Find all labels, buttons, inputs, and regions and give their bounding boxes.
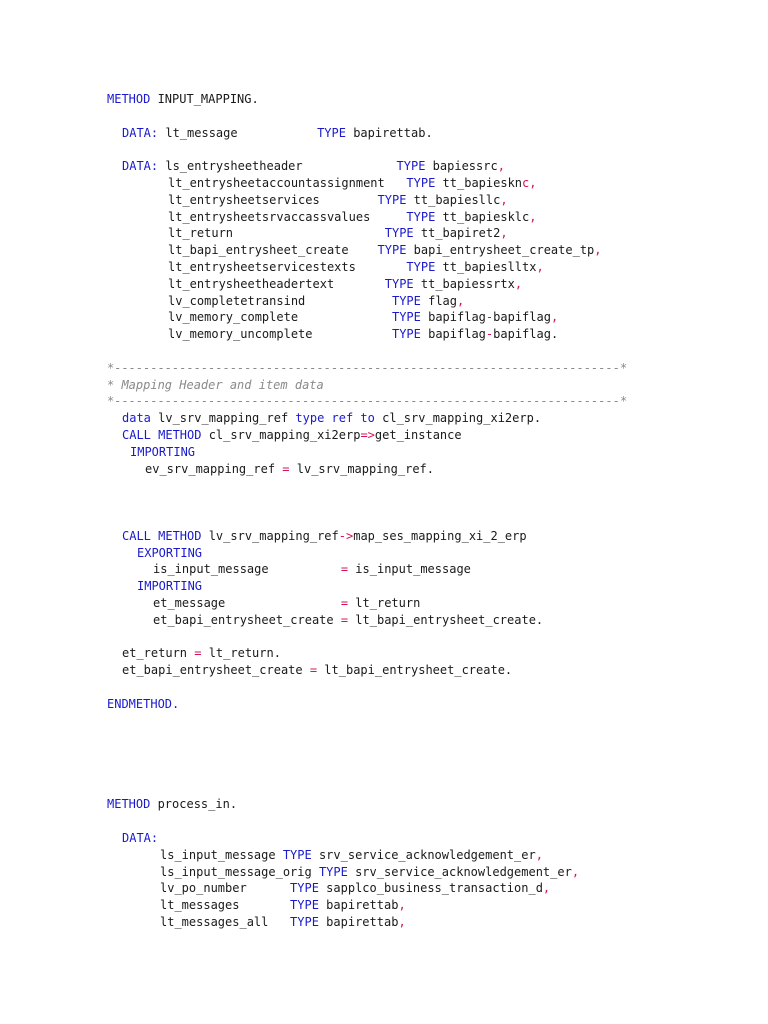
code-line bbox=[0, 696, 768, 713]
code-line bbox=[0, 796, 768, 813]
code-text: ls_input_message_orig bbox=[160, 864, 319, 879]
code-operator: , bbox=[398, 915, 406, 930]
code-text: process_in. bbox=[150, 797, 238, 812]
code-line bbox=[0, 830, 768, 847]
code-keyword: CALL METHOD bbox=[122, 427, 202, 442]
code-operator: = bbox=[309, 663, 318, 678]
code-operator: -> bbox=[338, 528, 354, 543]
code-text: lt_entrysheetaccountassignment bbox=[168, 175, 407, 190]
code-line bbox=[0, 914, 768, 931]
code-text: flag bbox=[420, 293, 457, 308]
code-line bbox=[0, 360, 768, 377]
code-text: lt_return. bbox=[201, 646, 281, 661]
code-text: ev_srv_mapping_ref bbox=[145, 461, 283, 476]
code-line bbox=[0, 427, 768, 444]
code-text: sapplco_business_transaction_d bbox=[318, 881, 543, 896]
code-operator: - bbox=[485, 310, 494, 325]
code-text: lt_bapi_entrysheet_create bbox=[168, 243, 378, 258]
code-operator: , bbox=[536, 259, 544, 274]
code-line bbox=[0, 897, 768, 914]
code-line bbox=[0, 763, 768, 780]
code-text: bapiflag bbox=[420, 310, 486, 325]
code-operator: , bbox=[457, 293, 465, 308]
code-text: lt_return bbox=[168, 226, 385, 241]
code-line bbox=[0, 729, 768, 746]
code-text: et_bapi_entrysheet_create bbox=[153, 612, 341, 627]
code-line bbox=[0, 242, 768, 259]
code-text: lt_message bbox=[158, 125, 318, 140]
code-line bbox=[0, 847, 768, 864]
code-keyword: METHOD bbox=[107, 797, 151, 812]
code-text: bapiessrc bbox=[425, 159, 498, 174]
code-operator: = bbox=[340, 595, 349, 610]
code-line bbox=[0, 595, 768, 612]
code-keyword: DATA: bbox=[122, 125, 159, 140]
code-text: lt_entrysheetsrvaccassvalues bbox=[168, 209, 407, 224]
code-keyword: TYPE bbox=[391, 327, 421, 342]
code-text: is_input_message bbox=[348, 562, 471, 577]
code-line bbox=[0, 629, 768, 646]
code-text: lv_memory_complete bbox=[168, 310, 392, 325]
code-text: tt_bapiessrtx bbox=[413, 276, 515, 291]
code-keyword: IMPORTING bbox=[137, 579, 203, 594]
code-line bbox=[0, 293, 768, 310]
code-text: get_instance bbox=[374, 427, 462, 442]
code-line bbox=[0, 141, 768, 158]
code-keyword: data bbox=[122, 411, 151, 426]
code-text: bapiflag. bbox=[493, 327, 559, 342]
code-line bbox=[0, 612, 768, 629]
code-keyword: IMPORTING bbox=[130, 444, 196, 459]
code-keyword: TYPE bbox=[290, 915, 319, 930]
code-line bbox=[0, 410, 768, 427]
code-line bbox=[0, 679, 768, 696]
code-operator: , bbox=[514, 276, 523, 291]
code-text: is_input_message bbox=[153, 562, 341, 577]
code-keyword: TYPE bbox=[317, 125, 346, 140]
code-operator: = bbox=[340, 562, 349, 577]
code-line bbox=[0, 175, 768, 192]
code-text: lt_bapi_entrysheet_create. bbox=[348, 612, 544, 627]
code-text: srv_service_acknowledgement_er bbox=[311, 847, 536, 862]
code-line bbox=[0, 662, 768, 679]
code-text: tt_bapieskn bbox=[435, 175, 523, 190]
code-line bbox=[0, 746, 768, 763]
code-text: lt_messages_all bbox=[160, 915, 291, 930]
code-line bbox=[0, 209, 768, 226]
code-line bbox=[0, 158, 768, 175]
code-keyword: TYPE bbox=[377, 243, 407, 258]
code-keyword: TYPE bbox=[391, 293, 421, 308]
code-text: lt_bapi_entrysheet_create. bbox=[317, 663, 513, 678]
code-keyword: TYPE bbox=[290, 881, 319, 896]
code-line bbox=[0, 276, 768, 293]
code-keyword: TYPE bbox=[318, 864, 348, 879]
code-text: lv_po_number bbox=[160, 881, 291, 896]
code-line bbox=[0, 393, 768, 410]
code-text: bapirettab. bbox=[345, 125, 433, 140]
code-line bbox=[0, 461, 768, 478]
code-text: bapirettab bbox=[318, 898, 399, 913]
code-operator: , bbox=[594, 243, 602, 258]
code-operator: , bbox=[550, 310, 559, 325]
code-line bbox=[0, 712, 768, 729]
code-text: bapirettab bbox=[318, 915, 399, 930]
code-operator: , bbox=[529, 209, 537, 224]
code-text: lv_srv_mapping_ref. bbox=[289, 461, 435, 476]
code-keyword: TYPE bbox=[396, 159, 426, 174]
code-keyword: ENDMETHOD. bbox=[107, 696, 180, 711]
code-keyword: TYPE bbox=[391, 310, 421, 325]
code-line bbox=[0, 91, 768, 108]
code-keyword: TYPE bbox=[282, 847, 312, 862]
code-text: lt_entrysheetservices bbox=[168, 192, 378, 207]
code-operator: => bbox=[360, 427, 375, 442]
code-line bbox=[0, 444, 768, 461]
code-line bbox=[0, 561, 768, 578]
code-text: map_ses_mapping_xi_2_erp bbox=[353, 528, 527, 543]
code-keyword: TYPE bbox=[377, 192, 407, 207]
code-text: cl_srv_mapping_xi2erp bbox=[201, 427, 361, 442]
code-operator: = bbox=[194, 646, 202, 661]
code-keyword: CALL METHOD bbox=[122, 528, 202, 543]
code-line bbox=[0, 880, 768, 897]
code-operator: = bbox=[282, 461, 290, 476]
code-text: lv_memory_uncomplete bbox=[168, 327, 392, 342]
code-text: tt_bapiesllc bbox=[406, 192, 501, 207]
code-text: lt_messages bbox=[160, 898, 291, 913]
code-keyword: METHOD bbox=[107, 92, 151, 106]
code-comment: * Mapping Header and item data bbox=[107, 377, 324, 392]
code-keyword: DATA: bbox=[122, 831, 159, 846]
code-operator: , bbox=[398, 898, 406, 913]
code-text: bapi_entrysheet_create_tp bbox=[406, 243, 595, 258]
code-text: et_message bbox=[153, 595, 341, 610]
code-operator: , bbox=[535, 847, 543, 862]
code-line bbox=[0, 125, 768, 142]
code-operator: , bbox=[571, 864, 580, 879]
code-text: cl_srv_mapping_xi2erp. bbox=[374, 411, 542, 426]
code-text: et_return bbox=[122, 646, 195, 661]
code-text: lt_return bbox=[348, 595, 421, 610]
code-text: tt_bapiesklc bbox=[435, 209, 530, 224]
code-operator: , bbox=[542, 881, 551, 896]
code-text: srv_service_acknowledgement_er bbox=[347, 864, 572, 879]
code-comment: *----------------------------------------------------------------------* bbox=[107, 394, 628, 409]
code-line bbox=[0, 259, 768, 276]
code-listing bbox=[0, 91, 768, 931]
code-operator: = bbox=[340, 612, 349, 627]
code-text: tt_bapieslltx bbox=[435, 259, 537, 274]
code-line bbox=[0, 494, 768, 511]
code-text: lv_srv_mapping_ref bbox=[150, 411, 296, 426]
code-line bbox=[0, 545, 768, 562]
code-line bbox=[0, 813, 768, 830]
code-text: tt_bapiret2 bbox=[413, 226, 501, 241]
code-text: lv_srv_mapping_ref bbox=[201, 528, 339, 543]
code-text: ls_input_message bbox=[160, 847, 283, 862]
code-keyword: type ref to bbox=[295, 411, 375, 426]
code-text: ls_entrysheetheader bbox=[158, 159, 397, 174]
code-text: INPUT_MAPPING. bbox=[150, 92, 259, 106]
code-keyword: TYPE bbox=[406, 259, 436, 274]
code-keyword: TYPE bbox=[384, 276, 414, 291]
code-line bbox=[0, 528, 768, 545]
code-line bbox=[0, 780, 768, 797]
code-line bbox=[0, 326, 768, 343]
code-text: lv_completetransind bbox=[168, 293, 392, 308]
code-keyword: TYPE bbox=[290, 898, 319, 913]
code-line bbox=[0, 192, 768, 209]
code-line bbox=[0, 225, 768, 242]
code-line bbox=[0, 645, 768, 662]
code-line bbox=[0, 511, 768, 528]
code-keyword: DATA: bbox=[122, 159, 159, 174]
code-line bbox=[0, 578, 768, 595]
code-operator: , bbox=[500, 192, 508, 207]
code-line bbox=[0, 309, 768, 326]
code-operator: c, bbox=[522, 175, 537, 190]
code-keyword: EXPORTING bbox=[137, 545, 203, 560]
code-keyword: TYPE bbox=[406, 175, 436, 190]
code-text: lt_entrysheetservicestexts bbox=[168, 259, 407, 274]
code-line bbox=[0, 108, 768, 125]
code-line bbox=[0, 864, 768, 881]
code-keyword: TYPE bbox=[384, 226, 414, 241]
code-operator: , bbox=[497, 159, 505, 174]
code-line bbox=[0, 477, 768, 494]
code-line bbox=[0, 343, 768, 360]
code-operator: , bbox=[500, 226, 508, 241]
code-text: lt_entrysheetheadertext bbox=[168, 276, 385, 291]
code-text: bapiflag bbox=[420, 327, 486, 342]
code-text: et_bapi_entrysheet_create bbox=[122, 663, 310, 678]
code-operator: - bbox=[485, 327, 494, 342]
code-comment: *----------------------------------------------------------------------* bbox=[107, 360, 628, 375]
code-text: bapiflag bbox=[493, 310, 551, 325]
code-keyword: TYPE bbox=[406, 209, 436, 224]
code-line bbox=[0, 377, 768, 394]
